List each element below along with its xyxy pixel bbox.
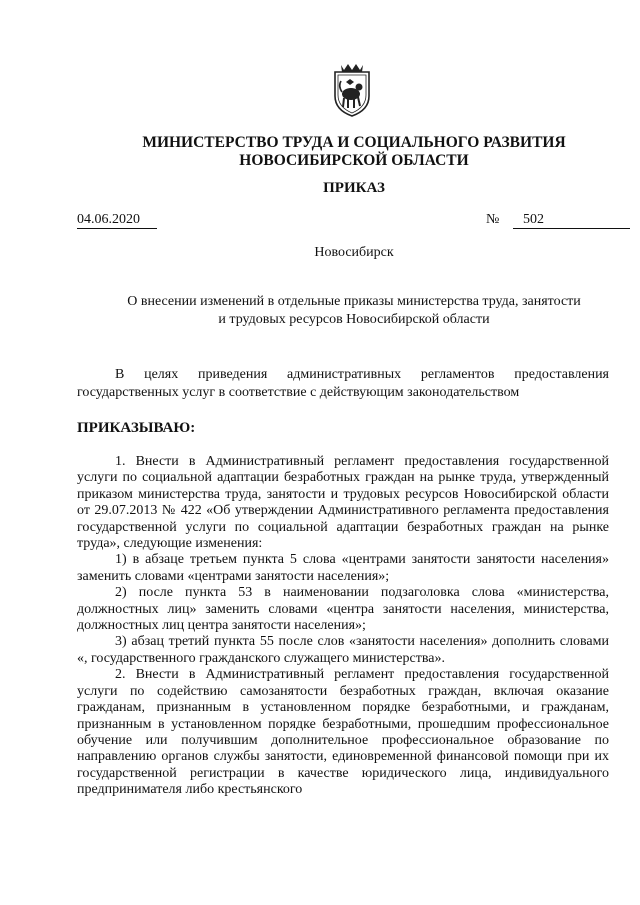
ministry-line-1: МИНИСТЕРСТВО ТРУДА И СОЦИАЛЬНОГО РАЗВИТИЯ <box>142 134 566 151</box>
order-subject <box>80 293 628 329</box>
ministry-line-2: НОВОСИБИРСКОЙ ОБЛАСТИ <box>239 152 469 169</box>
coat-of-arms-icon <box>329 62 375 118</box>
number-sign: № <box>486 212 500 227</box>
document-type: ПРИКАЗ <box>323 180 385 196</box>
paragraph-subitem-3: 3) абзац третий пункта 55 после слов «занятости населения» дополнить словами «, государственного гражданского служащего министерства». <box>77 634 609 666</box>
order-number: 502 <box>513 211 630 229</box>
preamble: В целях приведения административных регламентов предоставления государственных услуг в соответствие с действующим законодательством <box>77 367 609 400</box>
ministry-name <box>80 134 628 170</box>
decree-heading: ПРИКАЗЫВАЮ: <box>77 420 196 436</box>
order-body <box>77 454 609 799</box>
paragraph-subitem-1: 1) в абзаце третьем пункта 5 слова «центрами занятости занятости населения» заменить словами «центрами занятости населения»; <box>77 552 609 584</box>
city: Новосибирск <box>314 245 394 260</box>
subject-line-2: и трудовых ресурсов Новосибирской области <box>218 312 490 327</box>
subject-line-1: О внесении изменений в отдельные приказы министерства труда, занятости <box>127 294 581 309</box>
order-date: 04.06.2020 <box>77 211 157 229</box>
paragraph-item-2: 2. Внести в Административный регламент предоставления государственной услуги по содействию самозанятости безработных граждан, включая оказание гражданам, признанным в установленном порядке безработными, и гражданам, признанным в установленном порядке безработными, прошедшим профессиональное обучение или получившим дополнительное профессиональное образование по направлению органов службы занятости, единовременной финансовой помощи при их государственной регистрации в качестве юридического лица, индивидуального предпринимателя либо крестьянского <box>77 667 609 798</box>
paragraph-subitem-2: 2) после пункта 53 в наименовании подзаголовка слова «министерства, должностных лиц» заменить словами «центра занятости населения, министерства, должностных лиц центра занятости населения»; <box>77 585 609 634</box>
paragraph-item-1: 1. Внести в Административный регламент предоставления государственной услуги по социальной адаптации безработных граждан на рынке труда, утвержденный приказом министерства труда, занятости и трудовых ресурсов Новосибирской области от 29.07.2013 № 422 «Об утверждении Административного регламента предоставления государственной услуги по социальной адаптации безработных граждан на рынке труда», следующие изменения: <box>77 454 609 552</box>
